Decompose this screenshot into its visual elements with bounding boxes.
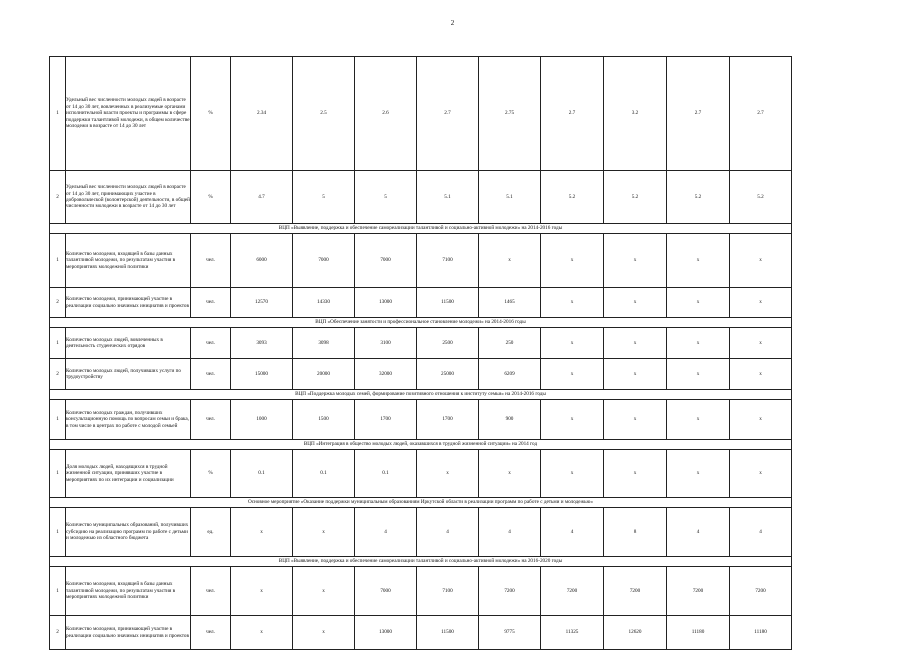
value-cell: x: [730, 450, 792, 498]
value-cell: 2.7: [730, 57, 792, 171]
value-cell: 1465: [479, 288, 541, 318]
value-cell: 7200: [541, 567, 604, 616]
value-cell: x: [417, 450, 479, 498]
value-cell: 1500: [293, 400, 355, 440]
unit-cell: чел.: [191, 328, 231, 359]
table-row: [50, 288, 792, 318]
value-cell: 6209: [479, 359, 541, 390]
value-cell: 8: [604, 508, 667, 557]
value-cell: 7200: [479, 567, 541, 616]
value-cell: x: [231, 616, 293, 650]
value-cell: 5.2: [604, 171, 667, 224]
value-cell: 4: [667, 508, 730, 557]
section-title: ВЦП «Обеспечение занятости и профессиональное становление молодежи» на 2014-2016 годы: [50, 318, 792, 328]
table-row: [50, 567, 792, 616]
unit-cell: %: [191, 171, 231, 224]
value-cell: 7100: [417, 567, 479, 616]
value-cell: 900: [479, 400, 541, 440]
value-cell: x: [541, 234, 604, 288]
value-cell: 2.6: [355, 57, 417, 171]
value-cell: 4.7: [231, 171, 293, 224]
value-cell: 20000: [293, 359, 355, 390]
value-cell: 7000: [355, 234, 417, 288]
table-row: [50, 359, 792, 390]
value-cell: 250: [479, 328, 541, 359]
section-title: ВЦП «Интеграция в общество молодых людей, оказавшихся в трудной жизненной ситуации» на 2014 год: [50, 440, 792, 450]
value-cell: 13000: [355, 616, 417, 650]
value-cell: x: [604, 450, 667, 498]
table-row: [50, 57, 792, 171]
value-cell: 0.1: [231, 450, 293, 498]
value-cell: 11180: [730, 616, 792, 650]
section-header-row: [50, 224, 792, 234]
value-cell: x: [730, 328, 792, 359]
indicator-name-cell: Количество молодежи, входящей в базы данных талантливой молодежи, по результатам участия в мероприятиях молодежной политики: [66, 567, 191, 616]
value-cell: x: [604, 234, 667, 288]
indicator-name-cell: Количество молодежи, принимающей участие в реализации социально значимых инициатив и проектов: [66, 288, 191, 318]
value-cell: 12620: [604, 616, 667, 650]
value-cell: x: [604, 328, 667, 359]
value-cell: x: [541, 288, 604, 318]
row-number-cell: 1: [50, 328, 66, 359]
value-cell: 7200: [730, 567, 792, 616]
value-cell: 2.34: [231, 57, 293, 171]
unit-cell: чел.: [191, 400, 231, 440]
row-number-cell: 2: [50, 171, 66, 224]
value-cell: 7100: [417, 234, 479, 288]
table-row: [50, 171, 792, 224]
value-cell: 25000: [417, 359, 479, 390]
value-cell: 5.2: [667, 171, 730, 224]
value-cell: x: [293, 616, 355, 650]
indicator-name-cell: Доля молодых людей, находящихся в трудной жизненной ситуации, принявших участие в мероприятиях по их интеграции и социализации: [66, 450, 191, 498]
row-number-cell: 1: [50, 508, 66, 557]
section-title: ВЦП «Выявление, поддержка и обеспечение самореализации талантливой и социально-активной молодежи» на 2014-2016 годы: [50, 224, 792, 234]
value-cell: 4: [541, 508, 604, 557]
unit-cell: чел.: [191, 359, 231, 390]
value-cell: 32000: [355, 359, 417, 390]
value-cell: x: [730, 234, 792, 288]
indicator-name-cell: Количество молодежи, входящей в базы данных талантливой молодежи, по результатам участия в мероприятиях молодежной политики: [66, 234, 191, 288]
indicators-table: [49, 56, 792, 650]
section-title: Основное мероприятие «Оказание поддержки муниципальным образованиям Иркутской области в реализации программ по работе с детьми и молодежью»: [50, 498, 792, 508]
value-cell: 0.1: [355, 450, 417, 498]
value-cell: 7000: [293, 234, 355, 288]
unit-cell: чел.: [191, 616, 231, 650]
value-cell: 2.7: [541, 57, 604, 171]
value-cell: x: [293, 567, 355, 616]
value-cell: 5.2: [541, 171, 604, 224]
section-header-row: [50, 557, 792, 567]
row-number-cell: 2: [50, 616, 66, 650]
value-cell: 1700: [417, 400, 479, 440]
value-cell: 0.1: [293, 450, 355, 498]
value-cell: 5.1: [479, 171, 541, 224]
value-cell: 4: [355, 508, 417, 557]
indicator-name-cell: Количество муниципальных образований, получивших субсидию на реализацию программ по работе с детьми и молодежью из областного бюджета: [66, 508, 191, 557]
value-cell: x: [231, 567, 293, 616]
value-cell: x: [667, 400, 730, 440]
value-cell: x: [604, 288, 667, 318]
value-cell: 11325: [541, 616, 604, 650]
value-cell: 14330: [293, 288, 355, 318]
value-cell: 4: [417, 508, 479, 557]
value-cell: 3093: [231, 328, 293, 359]
indicator-name-cell: Количество молодежи, принимающей участие в реализации социально значимых инициатив и проектов: [66, 616, 191, 650]
value-cell: 13000: [355, 288, 417, 318]
row-number-cell: 2: [50, 359, 66, 390]
section-title: ВЦП «Выявление, поддержка и обеспечение самореализации талантливой и социально-активной молодежи» на 2016-2020 годы: [50, 557, 792, 567]
indicator-name-cell: Количество молодых людей, получивших услуги по трудоустройству: [66, 359, 191, 390]
row-number-cell: 1: [50, 450, 66, 498]
value-cell: 7000: [355, 567, 417, 616]
value-cell: 2500: [417, 328, 479, 359]
value-cell: x: [479, 450, 541, 498]
value-cell: 2.7: [667, 57, 730, 171]
value-cell: x: [604, 400, 667, 440]
value-cell: x: [667, 359, 730, 390]
value-cell: 5: [293, 171, 355, 224]
value-cell: x: [541, 328, 604, 359]
value-cell: 3100: [355, 328, 417, 359]
row-number-cell: 1: [50, 567, 66, 616]
value-cell: 5.2: [730, 171, 792, 224]
value-cell: x: [479, 234, 541, 288]
section-title: ВЦП «Поддержка молодых семей, формирование позитивного отношения к институту семьи» на 2014-2016 годы: [50, 390, 792, 400]
indicator-name-cell: Количество молодых людей, вовлеченных в деятельность студенческих отрядов: [66, 328, 191, 359]
unit-cell: чел.: [191, 567, 231, 616]
value-cell: 3.2: [604, 57, 667, 171]
value-cell: 7200: [604, 567, 667, 616]
table-row: [50, 508, 792, 557]
value-cell: x: [730, 400, 792, 440]
page-number: 2: [450, 19, 455, 27]
value-cell: x: [667, 450, 730, 498]
value-cell: x: [667, 328, 730, 359]
value-cell: x: [667, 234, 730, 288]
value-cell: x: [293, 508, 355, 557]
value-cell: 4: [730, 508, 792, 557]
value-cell: 3098: [293, 328, 355, 359]
value-cell: 2.7: [417, 57, 479, 171]
value-cell: x: [541, 359, 604, 390]
section-header-row: [50, 440, 792, 450]
table-row: [50, 234, 792, 288]
value-cell: 1700: [355, 400, 417, 440]
section-header-row: [50, 390, 792, 400]
value-cell: 11500: [417, 288, 479, 318]
value-cell: x: [730, 288, 792, 318]
table-row: [50, 450, 792, 498]
value-cell: 12570: [231, 288, 293, 318]
value-cell: 11180: [667, 616, 730, 650]
row-number-cell: 2: [50, 288, 66, 318]
value-cell: 7200: [667, 567, 730, 616]
row-number-cell: 1: [50, 57, 66, 171]
value-cell: 11500: [417, 616, 479, 650]
value-cell: 5: [355, 171, 417, 224]
value-cell: 2.5: [293, 57, 355, 171]
value-cell: 9775: [479, 616, 541, 650]
value-cell: 15000: [231, 359, 293, 390]
value-cell: x: [231, 508, 293, 557]
value-cell: x: [730, 359, 792, 390]
section-header-row: [50, 318, 792, 328]
value-cell: x: [667, 288, 730, 318]
value-cell: 6000: [231, 234, 293, 288]
value-cell: 2.75: [479, 57, 541, 171]
value-cell: x: [541, 450, 604, 498]
value-cell: x: [541, 400, 604, 440]
table-row: [50, 616, 792, 650]
value-cell: x: [604, 359, 667, 390]
section-header-row: [50, 498, 792, 508]
row-number-cell: 1: [50, 400, 66, 440]
unit-cell: ед.: [191, 508, 231, 557]
table-row: [50, 328, 792, 359]
value-cell: 1000: [231, 400, 293, 440]
unit-cell: %: [191, 57, 231, 171]
unit-cell: %: [191, 450, 231, 498]
row-number-cell: 1: [50, 234, 66, 288]
unit-cell: чел.: [191, 234, 231, 288]
value-cell: 4: [479, 508, 541, 557]
table-row: [50, 400, 792, 440]
indicator-name-cell: Удельный вес численности молодых людей в возрасте от 14 до 30 лет, вовлеченных в реализуемые органами исполнительной власти проекты и программы в сфере поддержки талантливой молодежи, в общем количестве молодежи в возрасте от 14 до 30 лет: [66, 57, 191, 171]
unit-cell: чел.: [191, 288, 231, 318]
indicator-name-cell: Количество молодых граждан, получивших консультационную помощь по вопросам семьи и брака, в том числе в центрах по работе с молодой семьей: [66, 400, 191, 440]
indicator-name-cell: Удельный вес численности молодых людей в возрасте от 14 до 30 лет, принимающих участие в добровольческой (волонтерской) деятельности, в общей численности молодежи в возрасте от 14 до 30 лет: [66, 171, 191, 224]
value-cell: 5.1: [417, 171, 479, 224]
